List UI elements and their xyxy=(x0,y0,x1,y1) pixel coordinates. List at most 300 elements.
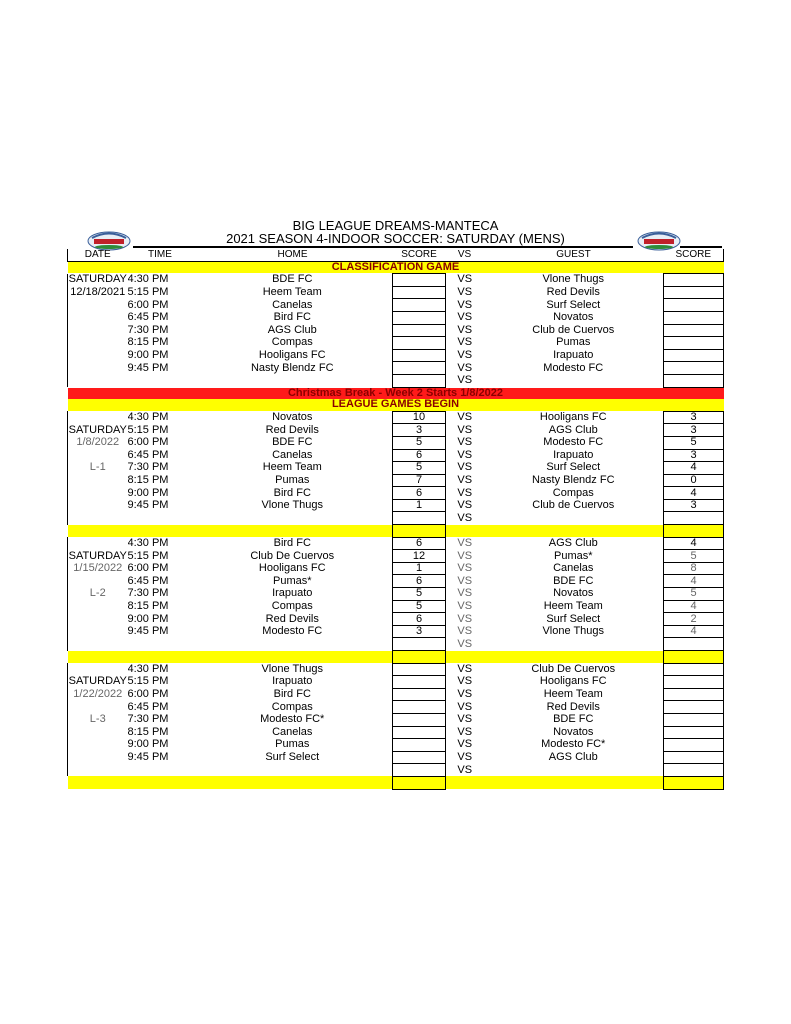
vs-label: VS xyxy=(457,361,473,374)
guest-team: Compas xyxy=(552,486,594,499)
vs-label: VS xyxy=(457,713,473,726)
game-row xyxy=(68,688,724,701)
separator-cell xyxy=(393,525,446,538)
guest-team: Novatos xyxy=(553,587,594,600)
home-score xyxy=(393,299,446,312)
vs-label: VS xyxy=(457,726,473,738)
guest-score: 0 xyxy=(664,474,724,487)
guest-score: 5 xyxy=(664,588,724,601)
home-score: 5 xyxy=(393,436,446,449)
game-time: 6:00 PM xyxy=(127,688,169,701)
league-games-banner xyxy=(68,399,724,411)
home-score: 5 xyxy=(393,462,446,475)
separator-cell xyxy=(193,651,393,664)
week-label xyxy=(68,311,128,324)
game-time: 6:00 PM xyxy=(127,436,169,449)
guest-team xyxy=(484,512,664,525)
home-score: 5 xyxy=(393,588,446,601)
game-row xyxy=(68,562,724,575)
guest-team: BDE FC xyxy=(553,574,594,587)
game-row xyxy=(68,362,724,375)
separator-cell xyxy=(393,776,446,789)
big-league-dreams-logo-icon xyxy=(86,229,132,251)
separator-cell xyxy=(484,776,664,789)
home-score: 12 xyxy=(393,550,446,563)
guest-score: 4 xyxy=(664,462,724,475)
week-label xyxy=(68,499,128,512)
vs-label: VS xyxy=(457,675,473,688)
home-score xyxy=(393,764,446,777)
guest-team xyxy=(484,764,664,777)
game-row xyxy=(68,676,724,689)
home-team: Vlone Thugs xyxy=(261,663,324,675)
game-time: 5:15 PM xyxy=(127,549,169,562)
guest-team: AGS Club xyxy=(548,537,598,549)
header-guest: GUEST xyxy=(484,249,664,261)
week-label: SATURDAY xyxy=(68,675,127,688)
guest-team: Club de Cuervos xyxy=(532,499,615,512)
game-time: 9:45 PM xyxy=(127,751,169,764)
guest-team: Irapuato xyxy=(553,449,594,461)
home-score xyxy=(393,324,446,337)
game-time: 9:00 PM xyxy=(127,349,169,362)
home-team: Canelas xyxy=(272,449,313,461)
classification-banner-text: CLASSIFICATION GAME xyxy=(68,261,724,274)
christmas-break-banner xyxy=(68,387,724,399)
guest-team: Surf Select xyxy=(546,461,601,474)
vs-label: VS xyxy=(457,374,473,387)
week-label: 12/18/2021 xyxy=(68,286,128,299)
guest-team: Modesto FC* xyxy=(541,738,606,751)
game-row xyxy=(68,487,724,500)
game-row xyxy=(68,600,724,613)
separator-cell xyxy=(446,525,484,538)
guest-score xyxy=(664,726,724,739)
guest-score xyxy=(664,374,724,387)
vs-label: VS xyxy=(457,612,473,625)
vs-label: VS xyxy=(457,411,473,424)
vs-label: VS xyxy=(457,311,473,324)
guest-score: 8 xyxy=(664,562,724,575)
week-label xyxy=(68,411,128,424)
separator-cell xyxy=(484,525,664,538)
home-team: AGS Club xyxy=(267,324,317,336)
separator-cell xyxy=(128,651,193,664)
guest-score: 4 xyxy=(664,625,724,638)
home-team: BDE FC xyxy=(272,273,313,286)
vs-label: VS xyxy=(457,637,473,650)
home-team: Red Devils xyxy=(265,612,319,625)
game-row xyxy=(68,274,724,287)
home-team: Compas xyxy=(271,700,313,713)
home-team: Bird FC xyxy=(273,486,311,499)
vs-label: VS xyxy=(457,423,473,436)
vs-label: VS xyxy=(457,324,473,336)
game-time: 5:15 PM xyxy=(127,286,169,299)
game-row xyxy=(68,337,724,350)
home-score xyxy=(393,337,446,350)
home-team: Irapuato xyxy=(272,587,313,600)
home-team: BDE FC xyxy=(272,436,313,449)
game-time xyxy=(128,638,193,651)
guest-score xyxy=(664,701,724,714)
home-team: Hooligans FC xyxy=(258,562,326,575)
schedule-table xyxy=(67,249,724,790)
game-row xyxy=(68,411,724,424)
vs-label: VS xyxy=(457,562,473,575)
guest-score xyxy=(664,638,724,651)
home-team: Pumas xyxy=(275,738,310,751)
home-team: Surf Select xyxy=(265,751,320,764)
week-label xyxy=(68,663,128,676)
guest-score: 4 xyxy=(664,537,724,550)
game-row xyxy=(68,751,724,764)
separator-row xyxy=(68,525,724,538)
separator-cell xyxy=(484,651,664,664)
home-team xyxy=(193,638,393,651)
guest-team: Pumas* xyxy=(553,549,593,562)
game-time xyxy=(128,512,193,525)
vs-label: VS xyxy=(457,587,473,600)
home-score: 6 xyxy=(393,613,446,626)
guest-score xyxy=(664,663,724,676)
header-rule xyxy=(133,246,633,248)
header-rule-right xyxy=(680,246,722,248)
week-label xyxy=(68,337,128,350)
guest-score xyxy=(664,362,724,375)
guest-team: Hooligans FC xyxy=(539,675,607,688)
guest-score xyxy=(664,688,724,701)
home-team: Vlone Thugs xyxy=(261,499,324,512)
vs-label: VS xyxy=(457,436,473,449)
game-row xyxy=(68,550,724,563)
christmas-break-banner-text: Christmas Break - Week 2 Starts 1/8/2022 xyxy=(68,387,724,399)
vs-label: VS xyxy=(457,549,473,562)
game-row xyxy=(68,424,724,437)
home-score: 1 xyxy=(393,562,446,575)
game-row xyxy=(68,575,724,588)
vs-label: VS xyxy=(457,763,473,776)
header-score: SCORE xyxy=(393,249,446,261)
vs-label: VS xyxy=(457,511,473,524)
separator-cell xyxy=(193,525,393,538)
guest-team: Novatos xyxy=(553,311,594,324)
home-team xyxy=(193,512,393,525)
guest-score xyxy=(664,311,724,324)
guest-score xyxy=(664,764,724,777)
home-team: Novatos xyxy=(272,411,313,424)
vs-label: VS xyxy=(457,286,473,299)
week-label xyxy=(68,701,128,714)
vs-label: VS xyxy=(457,273,473,286)
game-row xyxy=(68,436,724,449)
guest-score: 4 xyxy=(664,600,724,613)
home-score: 6 xyxy=(393,575,446,588)
separator-row xyxy=(68,776,724,789)
separator-cell xyxy=(664,525,724,538)
game-time: 6:45 PM xyxy=(127,449,169,461)
home-score: 7 xyxy=(393,474,446,487)
guest-score xyxy=(664,676,724,689)
game-row xyxy=(68,588,724,601)
week-label: SATURDAY xyxy=(68,273,127,286)
home-score xyxy=(393,362,446,375)
guest-score: 3 xyxy=(664,424,724,437)
guest-team: Heem Team xyxy=(543,688,603,701)
guest-team: Irapuato xyxy=(553,349,594,362)
week-label xyxy=(68,575,128,588)
vs-label: VS xyxy=(457,738,473,751)
week-label: 1/15/2022 xyxy=(68,562,128,575)
home-team: Modesto FC* xyxy=(260,713,325,726)
game-time: 4:30 PM xyxy=(127,273,169,286)
separator-cell xyxy=(446,776,484,789)
game-row xyxy=(68,512,724,525)
home-score: 1 xyxy=(393,499,446,512)
separator-cell xyxy=(393,651,446,664)
separator-row xyxy=(68,651,724,664)
game-row xyxy=(68,625,724,638)
home-score xyxy=(393,688,446,701)
guest-team: Novatos xyxy=(553,726,594,738)
guest-team: Nasty Blendz FC xyxy=(531,474,615,486)
guest-score xyxy=(664,713,724,726)
week-label xyxy=(68,299,128,312)
home-team: Modesto FC xyxy=(262,625,323,638)
home-score: 6 xyxy=(393,537,446,550)
home-team: Irapuato xyxy=(272,675,313,688)
column-header-row xyxy=(68,249,724,261)
vs-label: VS xyxy=(457,574,473,587)
home-team: Pumas xyxy=(275,474,310,486)
vs-label: VS xyxy=(457,751,473,764)
home-score xyxy=(393,286,446,299)
game-time xyxy=(128,764,193,777)
vs-label: VS xyxy=(457,349,473,362)
guest-score xyxy=(664,349,724,362)
vs-label: VS xyxy=(457,663,473,675)
game-time: 4:30 PM xyxy=(127,411,169,424)
separator-cell xyxy=(68,525,128,538)
home-team: Canelas xyxy=(272,726,313,738)
guest-score: 4 xyxy=(664,575,724,588)
guest-score: 3 xyxy=(664,499,724,512)
week-label xyxy=(68,324,128,337)
home-team: Pumas* xyxy=(272,574,312,587)
game-time: 9:00 PM xyxy=(127,486,169,499)
game-time: 7:30 PM xyxy=(127,461,169,474)
vs-label: VS xyxy=(457,600,473,612)
game-time: 8:15 PM xyxy=(127,474,169,486)
guest-score: 5 xyxy=(664,436,724,449)
guest-team: Modesto FC xyxy=(543,436,604,449)
home-score: 10 xyxy=(393,411,446,424)
guest-score: 4 xyxy=(664,487,724,500)
vs-label: VS xyxy=(457,499,473,512)
big-league-dreams-logo-icon-right xyxy=(636,229,682,251)
home-team: Red Devils xyxy=(265,423,319,436)
game-row xyxy=(68,701,724,714)
week-label: 1/22/2022 xyxy=(68,688,128,701)
vs-label: VS xyxy=(457,298,473,311)
game-time: 9:45 PM xyxy=(127,499,169,512)
guest-team: Canelas xyxy=(553,562,594,575)
week-label xyxy=(68,726,128,739)
page-subtitle: 2021 SEASON 4-INDOOR SOCCER: SATURDAY (MENS) xyxy=(226,231,565,246)
game-row xyxy=(68,764,724,777)
home-score: 6 xyxy=(393,487,446,500)
game-row xyxy=(68,537,724,550)
game-row xyxy=(68,713,724,726)
home-team: Bird FC xyxy=(273,688,311,701)
separator-cell xyxy=(128,525,193,538)
guest-score xyxy=(664,324,724,337)
separator-cell xyxy=(664,776,724,789)
guest-team: Surf Select xyxy=(546,612,601,625)
guest-team: Red Devils xyxy=(546,700,600,713)
game-row xyxy=(68,311,724,324)
game-time: 8:15 PM xyxy=(127,600,169,612)
guest-team: Surf Select xyxy=(546,298,601,311)
guest-team: Modesto FC xyxy=(543,361,604,374)
game-row xyxy=(68,449,724,462)
home-score xyxy=(393,274,446,287)
home-score xyxy=(393,638,446,651)
home-team: Compas xyxy=(271,600,313,612)
guest-team: Vlone Thugs xyxy=(542,273,605,286)
home-score: 6 xyxy=(393,449,446,462)
guest-score: 3 xyxy=(664,411,724,424)
week-label xyxy=(68,487,128,500)
week-label xyxy=(68,374,128,387)
guest-team: Red Devils xyxy=(546,286,600,299)
guest-score xyxy=(664,299,724,312)
home-score xyxy=(393,701,446,714)
home-score: 3 xyxy=(393,424,446,437)
vs-label: VS xyxy=(457,625,473,638)
guest-score: 2 xyxy=(664,613,724,626)
separator-cell xyxy=(664,651,724,664)
guest-score xyxy=(664,286,724,299)
week-label: SATURDAY xyxy=(68,549,127,562)
guest-team: BDE FC xyxy=(553,713,594,726)
guest-team: Pumas xyxy=(556,336,591,349)
week-label: SATURDAY xyxy=(68,423,127,436)
guest-team: Club de Cuervos xyxy=(532,324,615,336)
home-score xyxy=(393,349,446,362)
guest-score xyxy=(664,274,724,287)
game-time xyxy=(128,374,193,387)
home-team: Canelas xyxy=(272,298,313,311)
home-score xyxy=(393,676,446,689)
home-score: 3 xyxy=(393,625,446,638)
game-row xyxy=(68,349,724,362)
header-home: HOME xyxy=(193,249,393,261)
game-row xyxy=(68,374,724,387)
home-score xyxy=(393,663,446,676)
guest-score xyxy=(664,739,724,752)
home-score xyxy=(393,374,446,387)
game-time: 5:15 PM xyxy=(127,423,169,436)
game-time: 6:45 PM xyxy=(127,574,169,587)
week-label xyxy=(68,600,128,613)
game-row xyxy=(68,613,724,626)
home-team xyxy=(193,764,393,777)
game-time: 8:15 PM xyxy=(127,726,169,738)
header-vs: VS xyxy=(446,249,484,261)
game-row xyxy=(68,474,724,487)
week-label xyxy=(68,764,128,777)
game-time: 6:45 PM xyxy=(127,700,169,713)
home-team: Bird FC xyxy=(273,311,311,324)
home-score xyxy=(393,739,446,752)
week-label: L-1 xyxy=(68,462,128,475)
league-games-banner-text: LEAGUE GAMES BEGIN xyxy=(68,399,724,411)
game-time: 6:00 PM xyxy=(127,562,169,575)
game-time: 6:45 PM xyxy=(127,311,169,324)
game-time: 4:30 PM xyxy=(127,663,169,675)
guest-score xyxy=(664,512,724,525)
week-label xyxy=(68,739,128,752)
guest-score xyxy=(664,751,724,764)
game-row xyxy=(68,462,724,475)
guest-team: Hooligans FC xyxy=(539,411,607,424)
game-row xyxy=(68,663,724,676)
home-team: Club De Cuervos xyxy=(250,549,335,562)
vs-label: VS xyxy=(457,461,473,474)
vs-label: VS xyxy=(457,336,473,349)
game-time: 8:15 PM xyxy=(127,336,169,349)
separator-cell xyxy=(68,776,128,789)
classification-banner xyxy=(68,261,724,274)
game-row xyxy=(68,638,724,651)
week-label: L-3 xyxy=(68,713,128,726)
home-team: Bird FC xyxy=(273,537,311,549)
week-label xyxy=(68,638,128,651)
game-time: 9:00 PM xyxy=(127,612,169,625)
week-label xyxy=(68,537,128,550)
separator-cell xyxy=(68,651,128,664)
week-label xyxy=(68,449,128,462)
game-time: 7:30 PM xyxy=(127,713,169,726)
game-time: 7:30 PM xyxy=(127,587,169,600)
vs-label: VS xyxy=(457,449,473,461)
vs-label: VS xyxy=(457,486,473,499)
vs-label: VS xyxy=(457,537,473,549)
header-time: TIME xyxy=(128,249,193,261)
home-team xyxy=(193,374,393,387)
guest-team: AGS Club xyxy=(548,423,598,436)
separator-cell xyxy=(446,651,484,664)
game-row xyxy=(68,499,724,512)
week-label: 1/8/2022 xyxy=(68,436,128,449)
game-time: 6:00 PM xyxy=(127,298,169,311)
vs-label: VS xyxy=(457,700,473,713)
guest-team: Heem Team xyxy=(543,600,603,612)
game-row xyxy=(68,299,724,312)
guest-team: Club De Cuervos xyxy=(531,663,616,675)
page-title: BIG LEAGUE DREAMS-MANTECA xyxy=(292,218,499,233)
header-score-guest: SCORE xyxy=(664,249,724,261)
guest-team: AGS Club xyxy=(548,751,598,764)
vs-label: VS xyxy=(457,688,473,701)
week-label xyxy=(68,751,128,764)
week-label xyxy=(68,512,128,525)
game-time: 7:30 PM xyxy=(127,324,169,336)
game-row xyxy=(68,286,724,299)
home-team: Nasty Blendz FC xyxy=(250,361,334,374)
home-team: Heem Team xyxy=(262,286,322,299)
